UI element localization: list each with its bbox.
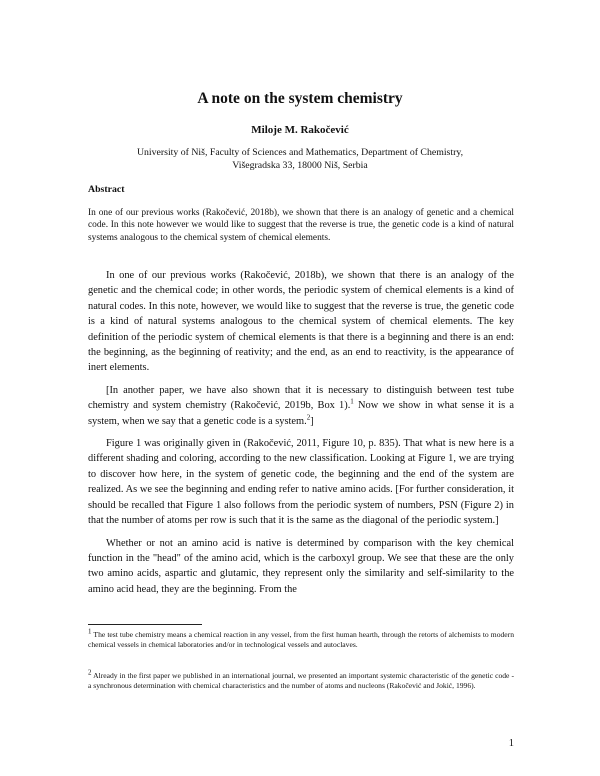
footnote-2-mark: 2 bbox=[88, 668, 92, 677]
footnote-1 bbox=[88, 627, 514, 651]
footnote-ref-1[interactable]: 1 bbox=[350, 397, 354, 406]
footnote-2-text: Already in the first paper we published in an international journal, we presented an important systemic characteristic of the genetic code - a synchronous determination with chemical characteristics and the number of atoms and nucleons (Rakočević and Jokić, 1996). bbox=[88, 671, 514, 691]
footnote-1-text: The test tube chemistry means a chemical reaction in any vessel, from the first human hearth, through the retorts of alchemists to modern chemical vessels in chemical laboratories and/or in technological vessels and autoclaves. bbox=[88, 630, 514, 650]
paper-title: A note on the system chemistry bbox=[197, 90, 403, 107]
affiliation-line-2: Višegradska 33, 18000 Niš, Serbia bbox=[232, 159, 368, 171]
affiliation-line-1: University of Niš, Faculty of Sciences and Mathematics, Department of Chemistry, bbox=[136, 147, 464, 158]
paragraph-2-part-c: ] bbox=[310, 415, 314, 427]
paragraph-4: Whether or not an amino acid is native is determined by comparison with the key chemical function in the "head" of the amino acid, which is the carboxyl group. We see that these are the only two amino acids, aspartic and glutamic, they represent only the similarity and self-similarity to the amino acid head, they are the beginning. From the bbox=[88, 537, 514, 595]
paragraph-2 bbox=[88, 383, 514, 429]
paragraph-2-part-a: [In another paper, we have also shown that it is necessary to distinguish between test tube chemistry and system chemistry (Rakočević, 2019b, Box 1). bbox=[88, 384, 514, 412]
footnote-divider bbox=[88, 624, 202, 625]
footnote-ref-2[interactable]: 2 bbox=[306, 413, 311, 422]
body-text bbox=[88, 268, 514, 604]
author-name: Miloje M. Rakočević bbox=[251, 124, 349, 136]
paragraph-3: Figure 1 was originally given in (Rakočević, 2011, Figure 10, p. 835). That what is new here is a different shading and coloring, according to the new classification. Looking at Figure 1, we are trying to discover how here, in the system of genetic code, the beginning and the end of the system are realized. As we see the beginning and ending refer to native amino acids. [For further consideration, it should be recalled that Figure 1 also follows from the periodic system of numbers, PSN (Figure 2) in that the number of atoms per row is such that it is the same as the diagonal of the periodic system.] bbox=[88, 438, 514, 527]
paragraph-1: In one of our previous works (Rakočević, 2018b), we shown that there is an analogy of the genetic and the chemical code; in other words, the periodic system of chemical elements is a kind of natural codes. In this note, however, we would like to suggest that the reverse is true, the genetic code is a kind of natural systems analogous to the chemical system of chemical elements. The key definition of the periodic system of chemical elements is that there is a beginning and there is an end: the beginning, as the beginning of reativity; and the end, as an end to reactivity, is the appearance of inert elements. bbox=[88, 270, 514, 374]
paragraph-2-part-b: Now we show in what sense it is a system, when we say that a genetic code is a system. bbox=[88, 400, 514, 427]
abstract-text: In one of our previous works (Rakočević, 2018b), we shown that there is an analogy of genetic and a chemical code. In this note however we would like to suggest that the reverse is true, the genetic code is a kind of natural systems analogous to the chemical system of chemical elements. bbox=[88, 208, 514, 243]
footnote-1-mark: 1 bbox=[88, 627, 92, 636]
footnote-2 bbox=[88, 668, 514, 692]
page-number: 1 bbox=[508, 738, 514, 749]
affiliation bbox=[0, 147, 600, 172]
abstract-heading: Abstract bbox=[88, 184, 125, 195]
